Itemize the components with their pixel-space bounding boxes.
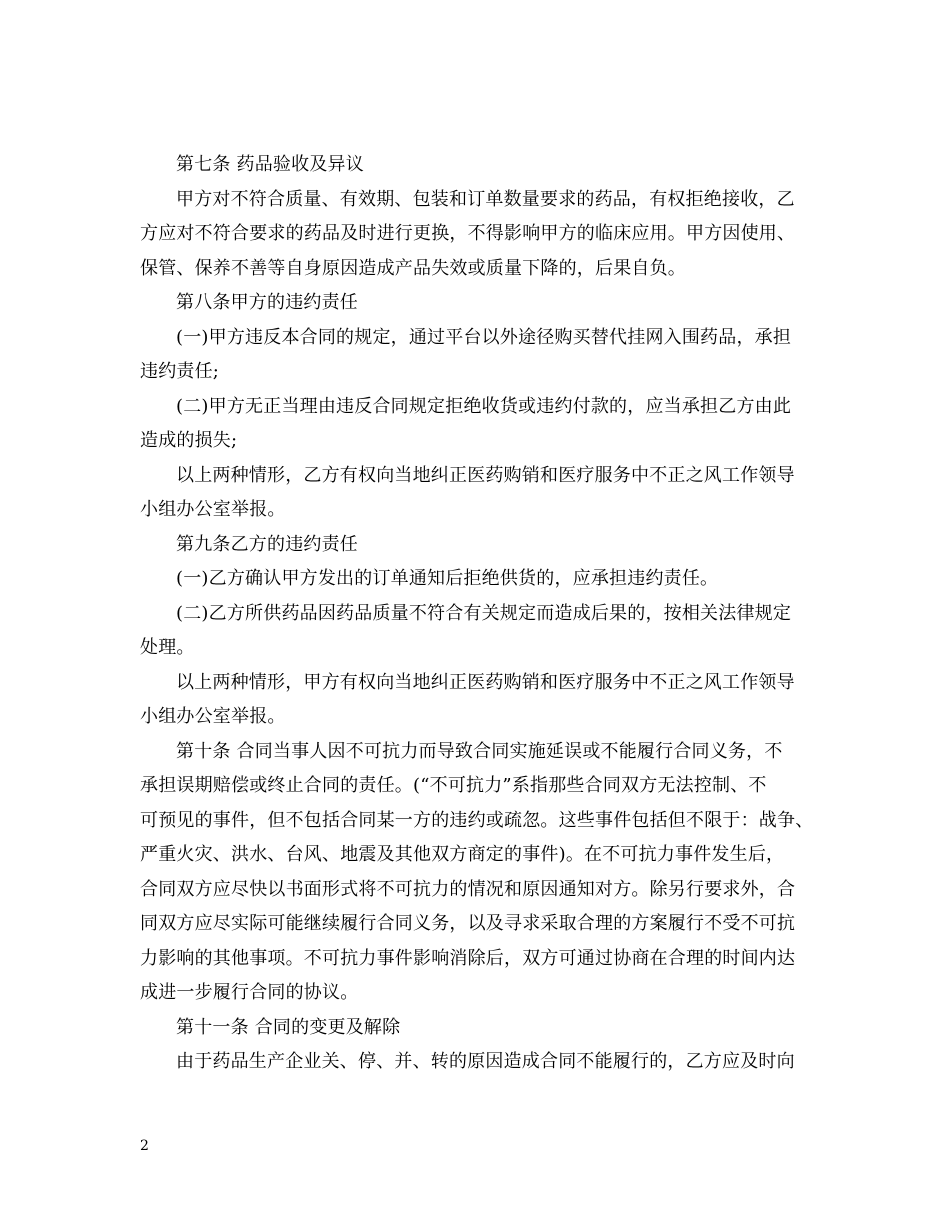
text-line: (二)乙方所供药品因药品质量不符合有关规定而造成后果的，按相关法律规定 (176, 602, 792, 624)
text-line: 承担误期赔偿或终止合同的责任。(“不可抗力”系指那些合同双方无法控制、不 (140, 775, 767, 796)
text-line: 违约责任; (140, 361, 220, 382)
document-body (140, 148, 815, 1080)
text-line: 同双方应尽实际可能继续履行合同义务，以及寻求采取合理的方案履行不受不可抗 (140, 913, 796, 934)
text-line: (一)乙方确认甲方发出的订单通知后拒绝供货的，应承担违约责任。 (176, 568, 719, 589)
text-line: 处理。 (140, 637, 195, 658)
text-line: 以上两种情形，甲方有权向当地纠正医药购销和医疗服务中不正之风工作领导 (176, 671, 795, 693)
text-line: 由于药品生产企业关、停、并、转的原因造成合同不能履行的，乙方应及时向 (176, 1051, 795, 1072)
text-line: 造成的损失; (140, 430, 238, 451)
text-line: 第七条 药品验收及异议 (176, 154, 364, 175)
text-line: 第九条乙方的违约责任 (176, 533, 358, 555)
text-line: 合同双方应尽快以书面形式将不可抗力的情况和原因通知对方。除另行要求外，合 (140, 878, 796, 900)
text-line: 严重火灾、洪水、台风、地震及其他双方商定的事件)。在不可抗力事件发生后， (140, 844, 785, 865)
text-line: (一)甲方违反本合同的规定，通过平台以外途径购买替代挂网入围药品，承担 (176, 326, 792, 348)
text-line: (二)甲方无正当理由违反合同规定拒绝收货或违约付款的，应当承担乙方由此 (176, 395, 792, 417)
text-line: 第十条 合同当事人因不可抗力而导致合同实施延误或不能履行合同义务，不 (176, 740, 783, 762)
text-line: 小组办公室举报。 (140, 706, 286, 727)
page-number: 2 (140, 1138, 149, 1154)
text-line: 甲方对不符合质量、有效期、包装和订单数量要求的药品，有权拒绝接收，乙 (176, 188, 795, 210)
text-line: 方应对不符合要求的药品及时进行更换，不得影响甲方的临床应用。甲方因使用、 (140, 223, 796, 244)
text-line: 保管、保养不善等自身原因造成产品失效或质量下降的，后果自负。 (140, 257, 686, 279)
text-line: 以上两种情形，乙方有权向当地纠正医药购销和医疗服务中不正之风工作领导 (176, 464, 795, 486)
text-line: 第十一条 合同的变更及解除 (176, 1016, 401, 1038)
text-line: 成进一步履行合同的协议。 (140, 982, 359, 1003)
text-line: 小组办公室举报。 (140, 499, 286, 520)
text-line: 可预见的事件，但不包括合同某一方的违约或疏忽。这些事件包括但不限于：战争、 (140, 809, 814, 831)
text-line: 力影响的其他事项。不可抗力事件影响消除后，双方可通过协商在合理的时间内达 (140, 947, 796, 969)
text-line: 第八条甲方的违约责任 (176, 292, 358, 313)
